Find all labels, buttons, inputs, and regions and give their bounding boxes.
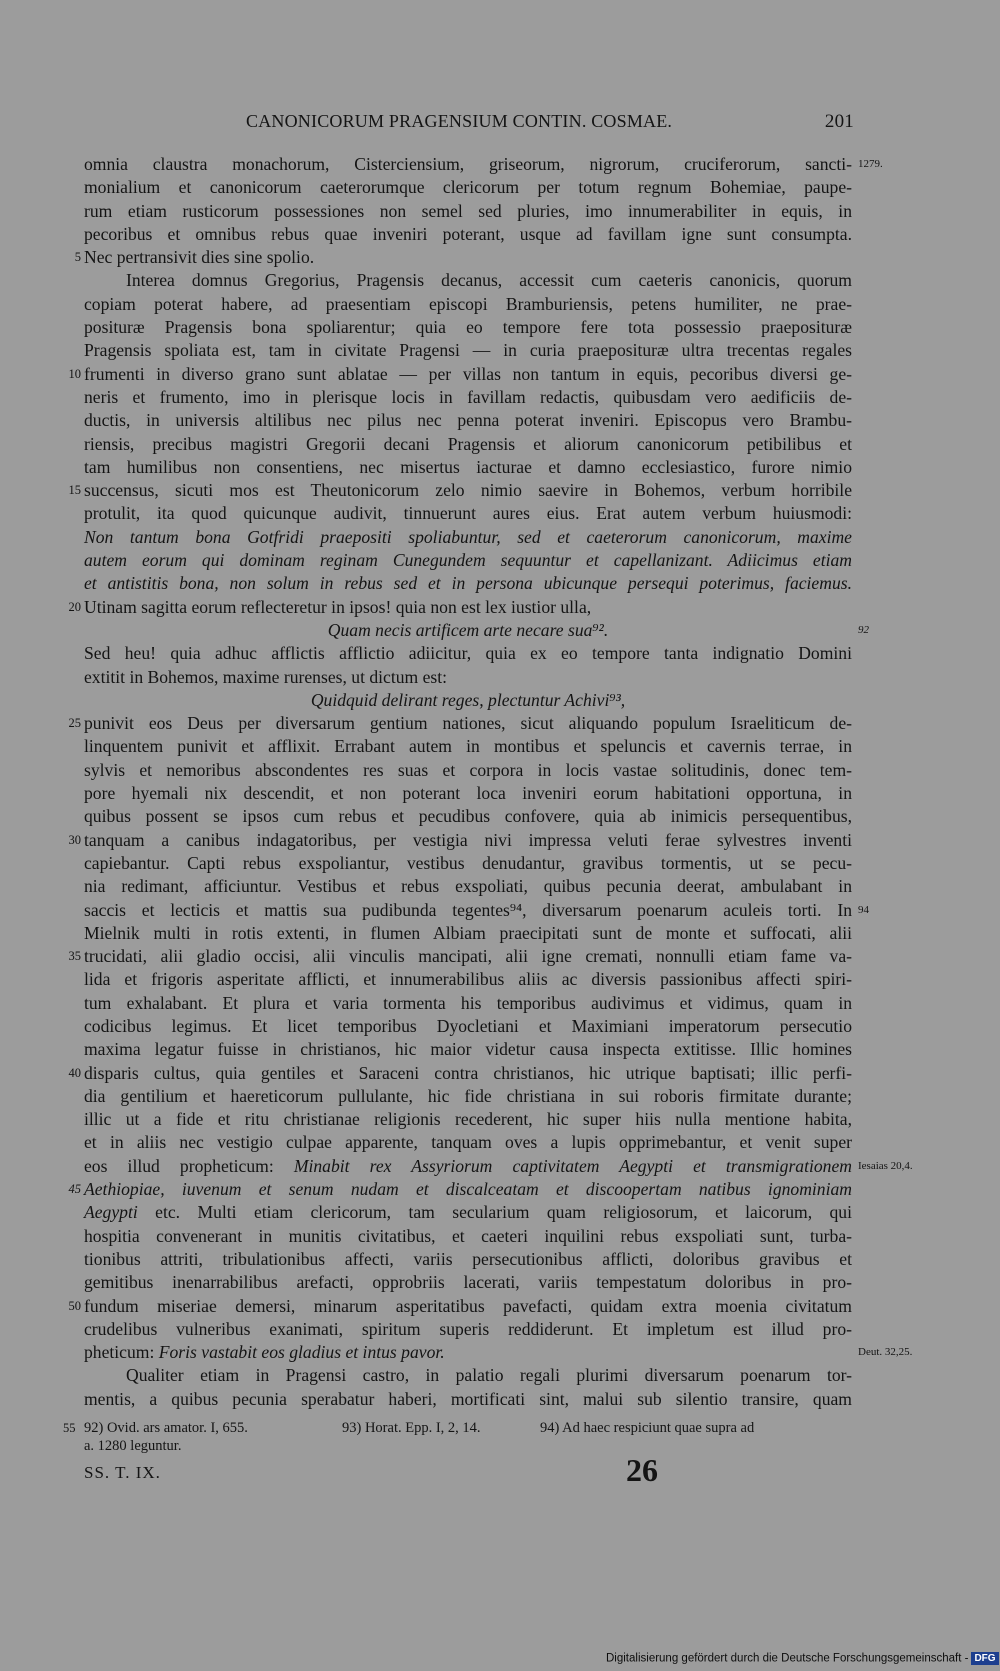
text-line [84,269,852,292]
text-line [84,433,852,456]
line-text: quibus possent se ipsos cum rebus et pecudibus confovere, quia ab inimicis persequentibus, [84,806,852,827]
line-text: maxima legatur fuisse in christianos, hic maior videtur causa inspecta extitisse. Illic homines [84,1039,852,1060]
text-line [84,526,852,549]
line-text: trucidati, alii gladio occisi, alii vinculis mancipati, alii igne cremati, nonnulli etiam fame va- [84,946,852,967]
text-line [84,1085,852,1108]
text-line [84,1015,852,1038]
credit-text: Digitalisierung gefördert durch die Deutsche Forschungsgemeinschaft - [606,1652,969,1665]
line-text: autem eorum qui dominam reginam Cunegundem sequuntur et capellanizant. Adiicimus etiam [84,550,852,571]
line-text: gemitibus inenarrabilibus arefacti, opprobriis lacerati, variis tempestatum doloribus in pro- [84,1272,852,1293]
line-text: posituræ Pragensis bona spoliarentur; quia eo tempore fere tota possessio praeposituræ [84,317,852,338]
line-number: 40 [68,1065,81,1080]
line-text: Quidquid delirant reges, plectuntur Achivi⁹³, [310,689,626,710]
text-line [84,1388,852,1411]
text-line [84,735,852,758]
line-text: capiebantur. Capti rebus exspoliantur, vestibus denudantur, gravibus tormentis, ut se pecu- [84,852,852,873]
line-text: crudelibus vulneribus exanimati, spiritum superis reddiderunt. Et impletum est illud pro- [84,1318,852,1339]
text-line [68,829,852,852]
text-line [68,1295,852,1318]
text-line [84,502,852,525]
line-number: 10 [68,366,81,381]
margin-note: Iesaias 20,4. [858,1159,913,1172]
text-line [84,339,852,362]
line-text: Utinam sagitta eorum reflecteretur in ipsos! quia non est lex iustior ulla, [84,596,592,617]
text-line [84,1318,852,1341]
text-line [68,945,852,968]
text-line [84,200,852,223]
text-line [84,899,869,922]
text-line [84,992,852,1015]
line-text: Qualiter etiam in Pragensi castro, in palatio regali plurimi diversarum poenarum tor- [126,1365,852,1386]
line-text: sylvis et nemoribus abscondentes res suas et corpora in locis vastae solitudinis, donec tem- [84,759,852,780]
line-text: dia gentilium et haereticorum pullulante, hic fide christiana in sui roboris firmitate durante; [84,1085,852,1106]
footnote-93: 93) Horat. Epp. I, 2, 14. [342,1420,481,1436]
text-line [84,1364,852,1387]
text-line [84,968,852,991]
footnote-line-number: 55 [63,1421,76,1435]
text-line [84,549,852,572]
line-text: hospitia convenerant in munitis civitatibus, et caeteri inquilini rebus exspoliati sunt, turba- [84,1225,852,1246]
line-text: Aegypti etc. Multi etiam clericorum, tam secularium quam religiosorum, et laicorum, qui [84,1202,852,1223]
margin-note: 1279. [858,158,883,170]
line-text: Nec pertransivit dies sine spolio. [84,247,315,268]
line-text: fundum miseriae demersi, minarum asperitatibus pavefacti, quidam extra moenia civitatum [84,1295,852,1316]
line-text: Sed heu! quia adhuc afflictis afflictio adiicitur, quia ex eo tempore tanta indignatio Domini [84,643,852,664]
text-line [84,1271,852,1294]
line-text: et antistitis bona, non solum in rebus sed et in persona ubicunque persequi poterimus, faciemus. [84,573,852,594]
text-line [84,386,852,409]
text-line [84,153,883,176]
line-text: saccis et lecticis et mattis sua pudibunda tegentes⁹⁴, diversarum poenarum aculeis torti. In [84,899,852,920]
line-number: 20 [68,599,81,614]
text-line [84,1201,852,1224]
line-number: 50 [68,1298,81,1313]
text-line [84,572,852,595]
margin-note: Deut. 32,25. [858,1346,913,1359]
text-line [84,293,852,316]
line-text: extitit in Bohemos, maxime rurenses, ut dictum est: [84,666,448,687]
line-number: 35 [68,949,81,964]
text-line [68,596,852,619]
text-line [84,409,852,432]
line-text: omnia claustra monachorum, Cisterciensium, griseorum, nigrorum, cruciferorum, sancti- [84,154,852,174]
text-line [74,246,852,269]
text-line [84,456,852,479]
footnote-92: 92) Ovid. ars amator. I, 655. [84,1420,248,1436]
text-line [84,1155,913,1178]
line-text: et in aliis nec vestigio culpae apparente, tanquam oves a lupis opprimebantur, et venit super [84,1132,852,1153]
line-text: nia redimant, afficiuntur. Vestibus et rebus exspoliati, quibus pecunia deerat, ambulabant in [84,876,852,897]
line-text: mentis, a quibus pecunia sperabatur haberi, mortificati sint, malui sub silentio transire, quam [84,1388,852,1409]
line-text: pecoribus et omnibus rebus quae inveniri poterant, usque ad favillam igne sunt consumpta. [84,223,852,244]
line-text: succensus, sicuti mos est Theutonicorum zelo nimio saevire in Bohemos, verbum horribile [84,480,852,501]
text-line [68,1062,852,1085]
line-text: riensis, precibus magistri Gregorii decani Pragensis et aliorum canonicorum petibilibus et [84,433,852,454]
text-line [84,1108,852,1131]
text-line [84,782,852,805]
text-line [84,875,852,898]
digitization-credit [606,1652,999,1665]
line-text: Pragensis spoliata est, tam in civitate Pragensi — in curia praeposituræ ultra trecentas regales [84,340,852,361]
line-text: monialium et canonicorum caeterorumque clericorum per totum regnum Bohemiae, paupe- [84,177,852,198]
line-text: copiam poterat habere, ad praesentiam episcopi Bramburiensis, petens humiliter, ne prae- [84,293,852,314]
line-number: 5 [74,250,81,265]
line-text: Interea domnus Gregorius, Pragensis decanus, accessit cum caeteris canonicis, quorum [126,270,852,291]
text-line [84,1131,852,1154]
footnote-94: 94) Ad haec respiciunt quae supra ad [540,1420,755,1436]
text-line [84,1248,852,1271]
sheet-number: 26 [626,1452,658,1488]
text-line [84,759,852,782]
text-line [84,316,852,339]
text-line [84,666,852,689]
line-text: tionibus attriti, tribulationibus affecti, variis persecutionibus afflicti, doloribus gravibus et [84,1248,852,1269]
text-line [68,1178,852,1201]
footnote-94-continuation: a. 1280 leguntur. [84,1438,182,1454]
line-text: illic ut a fide et ritu christianae religionis recederent, hic super hiis nulla mentione habita, [84,1109,852,1130]
line-number: 15 [68,483,81,498]
line-text: protulit, ita quod quicunque audivit, tinnuerunt aures eius. Erat autem verbum huiusmodi: [84,503,852,524]
line-text: punivit eos Deus per diversarum gentium nationes, sicut aliquando populum Israeliticum de- [84,713,852,734]
line-text: rum etiam rusticorum possessiones non semel sed pluries, imo innumerabiliter in equis, in [84,200,852,221]
line-text: Mielnik multi in rotis extenti, in flumen Albiam praecipitati sunt de monte et suffocati, alii [84,922,852,943]
line-number: 30 [68,832,81,847]
text-line [68,712,852,735]
line-text: linquentem punivit et afflixit. Errabant autem in montibus et speluncis et cavernis terrae, in [84,736,852,757]
text-line [84,176,852,199]
footnotes [63,1419,852,1455]
text-line [68,363,852,386]
margin-note: 94 [858,903,869,916]
line-text: frumenti in diverso grano sunt ablatae — per villas non tantum in equis, pecoribus diversi ge- [84,363,852,384]
text-line [84,805,852,828]
signature-mark: SS. T. IX. [84,1463,161,1482]
running-title: CANONICORUM PRAGENSIUM CONTIN. COSMAE. [246,111,673,131]
line-text: tanquam a canibus indagatoribus, per vestigia nivi impressa veluti ferae sylvestres inventi [84,829,852,850]
text-line [84,852,852,875]
text-line [84,1225,852,1248]
text-line [84,1341,913,1364]
text-line [84,619,869,642]
main-text [68,153,913,1411]
line-number: 45 [68,1182,81,1197]
page-number: 201 [824,111,854,132]
line-text: Non tantum bona Gotfridi praepositi spoliabuntur, sed et caeterorum canonicorum, maxime [84,526,852,547]
line-text: neris et frumento, imo in plerisque locis in favillam redactis, quibusdam vero aedificiis de- [84,386,852,407]
line-text: ductis, in universis altilibus nec pilus nec penna poterat inveniri. Episcopus vero Brambu- [84,410,852,431]
line-text: lida et frigoris asperitate afflicti, et innumerabilibus aliis ac diversis passionibus affecti spiri- [84,969,852,990]
text-line [84,642,852,665]
line-text: Aethiopiae, iuvenum et senum nudam et discalceatam et discoopertam natibus ignominiam [84,1179,852,1200]
line-text: eos illud propheticum: Minabit rex Assyriorum captivitatem Aegypti et transmigrationem [84,1155,852,1176]
line-text: pore hyemali nix descendit, et non poterant loca inveniri eorum habitationi opportuna, in [84,783,852,804]
text-line [84,223,852,246]
line-text: tam humilibus non consentiens, nec misertus iacturae et damno ecclesiastico, furore nimio [84,456,852,477]
line-text: tum exhalabant. Et plura et varia tormenta his temporibus audivimus et vidimus, quam in [84,992,852,1013]
line-number: 25 [68,716,81,731]
line-text: codicibus legimus. Et licet temporibus Dyocletiani et Maximiani imperatorum persecutio [84,1015,852,1036]
line-text: pheticum: Foris vastabit eos gladius et intus pavor. [84,1342,445,1363]
dfg-logo: DFG [971,1652,998,1665]
text-line [68,479,852,502]
line-text: disparis cultus, quia gentiles et Saraceni contra christianos, hic utrique baptisati; illic perfi- [84,1062,852,1083]
text-line [84,689,852,712]
line-text: Quam necis artificem arte necare sua⁹². [327,619,609,640]
text-line [84,1038,852,1061]
text-line [84,922,852,945]
margin-note: 92 [858,623,869,636]
